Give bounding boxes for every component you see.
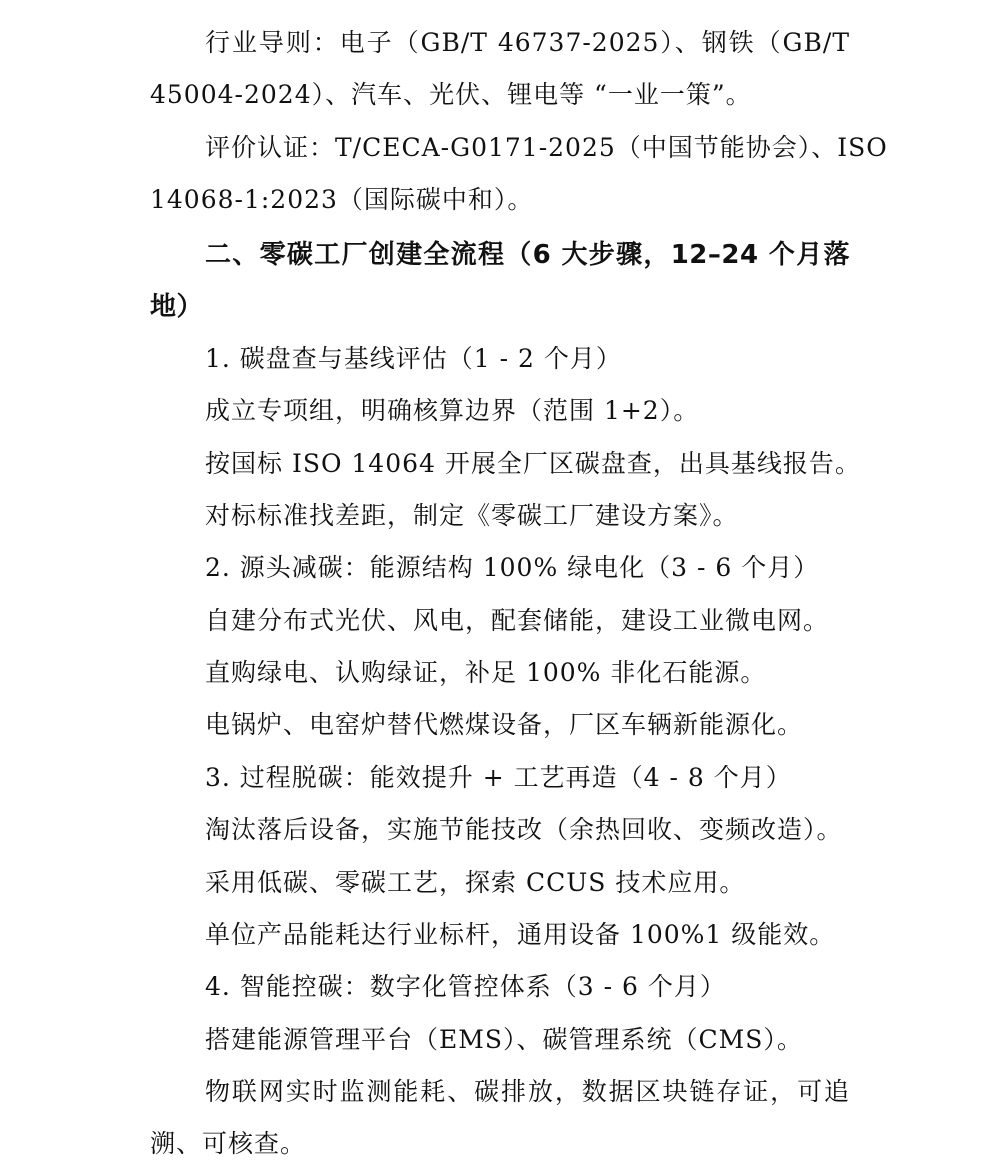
step-3-item-1: 淘汰落后设备，实施节能技改（余热回收、变频改造）。 xyxy=(205,815,843,844)
step-2-item-3: 电锅炉、电窑炉替代燃煤设备，厂区车辆新能源化。 xyxy=(205,710,804,739)
step-3-title: 3. 过程脱碳：能效提升 + 工艺再造（4 - 8 个月） xyxy=(205,763,792,792)
step-1-item-3: 对标标准找差距，制定《零碳工厂建设方案》。 xyxy=(205,501,739,530)
step-1-title: 1. 碳盘查与基线评估（1 - 2 个月） xyxy=(205,344,622,373)
step-3-item-3: 单位产品能耗达行业标杆，通用设备 100%1 级能效。 xyxy=(205,920,836,949)
industry-guidelines-line-1: 行业导则：电子（GB/T 46737-2025）、钢铁（GB/T xyxy=(205,28,850,57)
certification-line-1: 评价认证：T/CECA-G0171-2025（中国节能协会）、ISO xyxy=(205,133,888,162)
step-1-item-1: 成立专项组，明确核算边界（范围 1+2）。 xyxy=(205,396,700,425)
industry-guidelines-line-2: 45004-2024）、汽车、光伏、锂电等 “一业一策”。 xyxy=(150,80,752,109)
step-2-title: 2. 源头减碳：能源结构 100% 绿电化（3 - 6 个月） xyxy=(205,553,820,582)
step-4-item-2-line-1: 物联网实时监测能耗、碳排放，数据区块链存证，可追 xyxy=(205,1077,850,1106)
step-3-item-2: 采用低碳、零碳工艺，探索 CCUS 技术应用。 xyxy=(205,868,746,897)
step-4-item-2-line-2: 溯、可核查。 xyxy=(150,1129,307,1158)
step-2-item-2: 直购绿电、认购绿证，补足 100% 非化石能源。 xyxy=(205,658,767,687)
section-heading-line-1: 二、零碳工厂创建全流程（6 大步骤，12–24 个月落 xyxy=(205,240,850,270)
step-2-item-1: 自建分布式光伏、风电，配套储能，建设工业微电网。 xyxy=(205,606,830,635)
step-4-item-1: 搭建能源管理平台（EMS）、碳管理系统（CMS）。 xyxy=(205,1025,803,1054)
step-4-title: 4. 智能控碳：数字化管控体系（3 - 6 个月） xyxy=(205,972,726,1001)
section-heading-line-2: 地） xyxy=(150,292,204,322)
step-1-item-2: 按国标 ISO 14064 开展全厂区碳盘查，出具基线报告。 xyxy=(205,449,861,478)
certification-line-2: 14068-1:2023（国际碳中和）。 xyxy=(150,185,534,214)
